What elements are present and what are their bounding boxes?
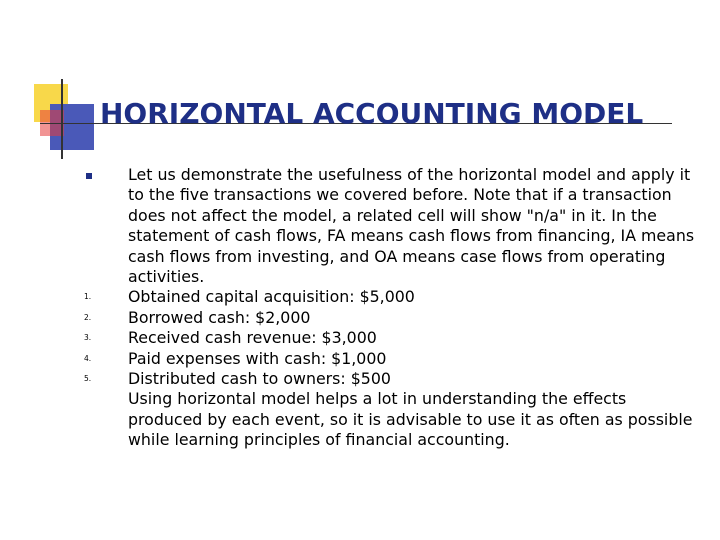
list-item-text: Borrowed cash: $2,000 xyxy=(128,307,311,327)
list-number: 2. xyxy=(84,312,92,322)
list-number: 4. xyxy=(84,353,92,363)
list-item xyxy=(84,308,700,328)
list-number: 1. xyxy=(84,292,92,302)
list-item xyxy=(84,369,700,389)
closing-text: Using horizontal model helps a lot in understanding the effects produced by each event, so it is advisable to use it as often as possible while learning principles of financial accounting. xyxy=(128,389,693,450)
slide-body xyxy=(84,165,700,451)
slide-title: HORIZONTAL ACCOUNTING MODEL xyxy=(100,97,644,130)
intro-text: Let us demonstrate the usefulness of the horizontal model and apply it to the five transactions we covered before. Note that if a transaction does not affect the model, a related cell will show "n/a" in it. In the statement of cash flows, FA means cash flows from financing, IA means cash flows from investing, and OA means case flows from operating activities. xyxy=(128,165,695,287)
list-item xyxy=(84,328,700,348)
list-item xyxy=(84,287,700,307)
closing-paragraph xyxy=(84,389,700,450)
list-item-text: Obtained capital acquisition: $5,000 xyxy=(128,287,415,307)
decor-vertical-line xyxy=(61,79,63,159)
list-number: 3. xyxy=(84,333,92,343)
list-number: 5. xyxy=(84,374,92,384)
square-bullet-icon xyxy=(86,173,92,179)
list-item-text: Paid expenses with cash: $1,000 xyxy=(128,348,387,368)
intro-bullet xyxy=(84,165,700,287)
list-item-text: Distributed cash to owners: $500 xyxy=(128,369,391,389)
list-item-text: Received cash revenue: $3,000 xyxy=(128,328,377,348)
list-item xyxy=(84,349,700,369)
